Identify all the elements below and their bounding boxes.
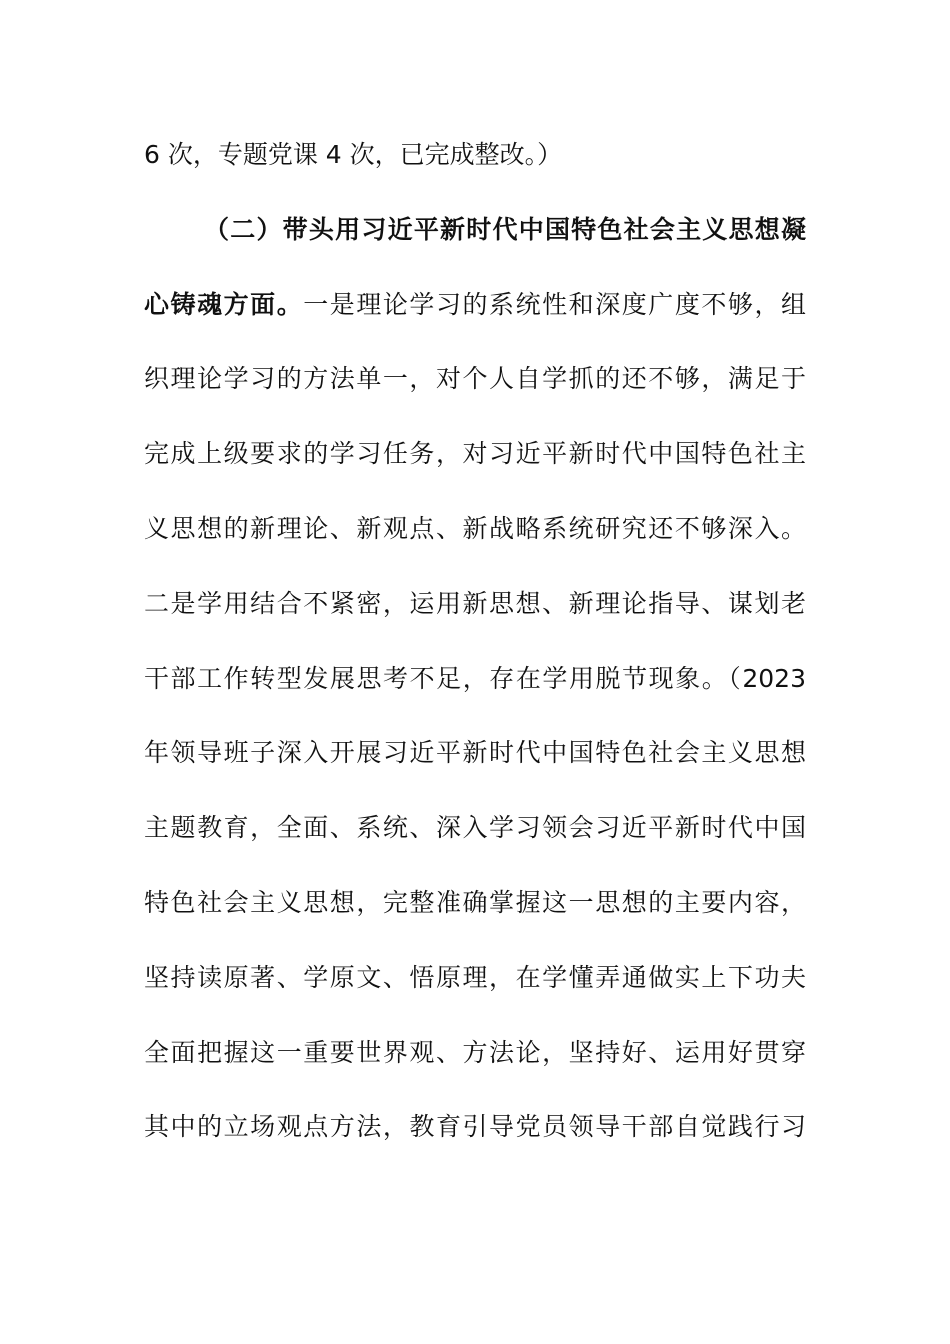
line-text: 其中的立场观点方法，教育引导党员领导干部自觉践行习 xyxy=(144,1112,806,1142)
text-line xyxy=(144,941,806,1016)
text-line xyxy=(144,642,806,717)
line-text: 干部工作转型发展思考不足，存在学用脱节现象。（2023 xyxy=(144,663,806,693)
section-heading-line xyxy=(144,193,806,268)
text-line xyxy=(144,118,806,193)
text-line xyxy=(144,866,806,941)
line-text: 完成上级要求的学习任务，对习近平新时代中国特色社主 xyxy=(144,439,806,469)
section-heading: （二）带头用习近平新时代中国特色社会主义思想凝 xyxy=(204,214,806,244)
body-text xyxy=(144,118,806,1165)
text-line xyxy=(144,791,806,866)
line-text: 6 次，专题党课 4 次，已完成整改。） xyxy=(144,140,563,169)
line-text: 一是理论学习的系统性和深度广度不够，组 xyxy=(303,289,806,319)
line-text: 坚持读原著、学原文、悟原理，在学懂弄通做实上下功夫 xyxy=(144,962,806,992)
line-text: 全面把握这一重要世界观、方法论，坚持好、运用好贯穿 xyxy=(144,1037,806,1067)
line-text: 义思想的新理论、新观点、新战略系统研究还不够深入。 xyxy=(144,513,806,543)
text-line xyxy=(144,1016,806,1091)
section-heading-end: 心铸魂方面。 xyxy=(144,289,304,319)
line-text: 年领导班子深入开展习近平新时代中国特色社会主义思想 xyxy=(144,738,806,768)
text-line xyxy=(144,417,806,492)
line-text: 二是学用结合不紧密，运用新思想、新理论指导、谋划老 xyxy=(144,588,806,618)
text-line xyxy=(144,492,806,567)
text-line xyxy=(144,342,806,417)
text-line xyxy=(144,567,806,642)
line-text: 主题教育，全面、系统、深入学习领会习近平新时代中国 xyxy=(144,813,806,843)
line-text: 特色社会主义思想，完整准确掌握这一思想的主要内容， xyxy=(144,887,806,917)
text-line xyxy=(144,268,806,343)
text-line xyxy=(144,716,806,791)
text-line xyxy=(144,1090,806,1165)
line-text: 织理论学习的方法单一，对个人自学抓的还不够，满足于 xyxy=(144,364,806,394)
